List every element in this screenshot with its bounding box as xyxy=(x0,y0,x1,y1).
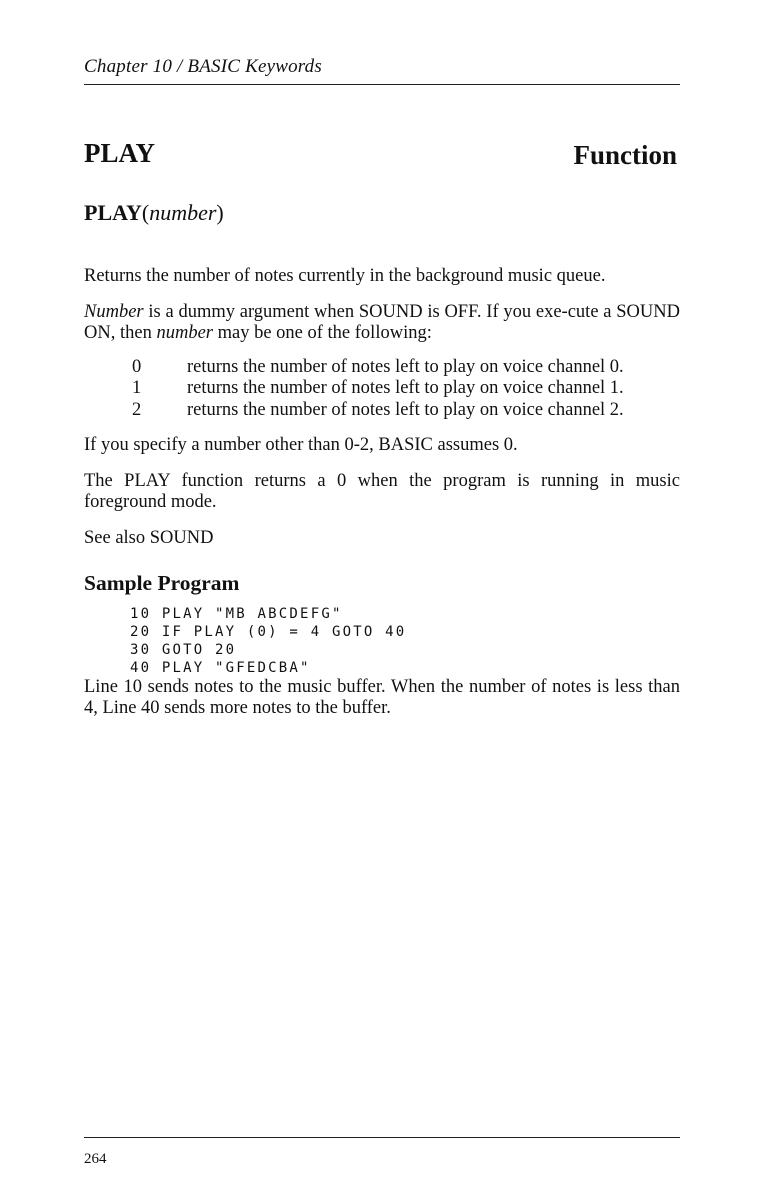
option-item xyxy=(84,378,680,400)
option-number: 1 xyxy=(132,378,142,398)
argument-term-2: number xyxy=(156,323,213,343)
keyword-type: Function xyxy=(573,140,677,170)
option-description: returns the number of notes left to play on voice channel 0. xyxy=(187,356,624,377)
running-head: Chapter 10 / BASIC Keywords xyxy=(84,56,322,77)
option-list xyxy=(84,357,680,422)
syntax-open-paren: ( xyxy=(141,200,150,225)
description-paragraph: Returns the number of notes currently in the background music queue. xyxy=(84,266,606,286)
header-rule xyxy=(84,84,680,85)
syntax-keyword: PLAY xyxy=(84,200,142,225)
foreground-paragraph: The PLAY function returns a 0 when the program is running in music foreground mode. xyxy=(84,470,680,512)
code-line: 10 PLAY "MB ABCDEFG" xyxy=(130,605,343,622)
option-number: 0 xyxy=(132,356,142,377)
syntax-close-paren: ) xyxy=(216,200,224,225)
argument-text-a: is a dummy argument when SOUND is OFF. If you exe-cute a SOUND ON, then xyxy=(84,301,680,343)
entry-body xyxy=(84,266,680,734)
syntax-argument: number xyxy=(149,200,217,225)
sample-explanation: Line 10 sends notes to the music buffer. When the number of notes is less than 4, Line 40 sends more notes to the buffer. xyxy=(84,676,680,718)
option-number: 2 xyxy=(132,399,142,420)
syntax-line xyxy=(84,200,224,226)
code-line: 30 GOTO 20 xyxy=(130,641,237,658)
footer-rule xyxy=(84,1137,680,1138)
argument-text-b: may be one of the following: xyxy=(212,323,432,343)
option-item xyxy=(84,357,680,379)
code-block xyxy=(130,605,680,677)
default-paragraph: If you specify a number other than 0-2, BASIC assumes 0. xyxy=(84,435,518,455)
keyword-title: PLAY xyxy=(84,138,156,168)
option-item xyxy=(84,400,680,422)
argument-term: Number xyxy=(84,301,144,322)
argument-paragraph xyxy=(84,302,680,345)
page-number: 264 xyxy=(84,1151,107,1167)
option-description: returns the number of notes left to play on voice channel 2. xyxy=(187,399,624,420)
code-line: 20 IF PLAY (0) = 4 GOTO 40 xyxy=(130,623,407,640)
sample-heading: Sample Program xyxy=(84,571,240,595)
code-line: 40 PLAY "GFEDCBA" xyxy=(130,659,311,676)
see-also: See also SOUND xyxy=(84,527,214,548)
option-description: returns the number of notes left to play on voice channel 1. xyxy=(187,378,624,398)
